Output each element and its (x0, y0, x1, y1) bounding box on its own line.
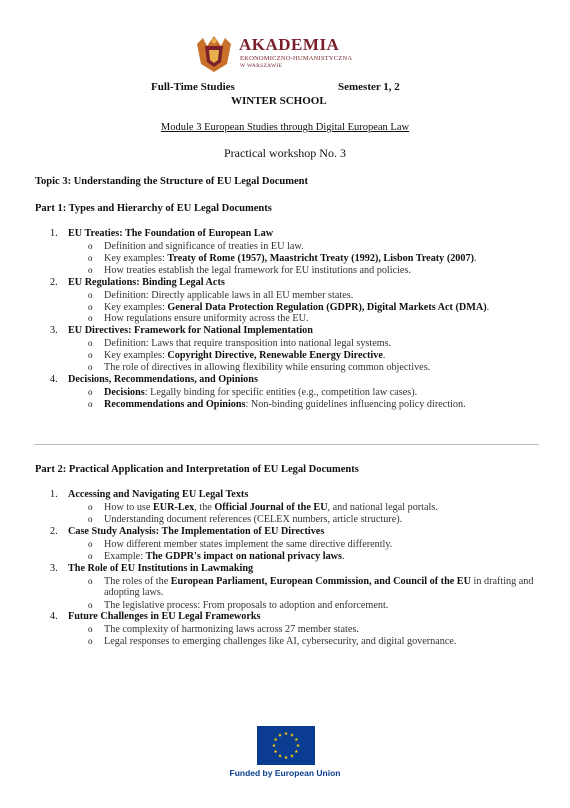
bullet-text (104, 551, 540, 563)
bullet-icon: o (88, 575, 93, 586)
bullet-fragment: . (474, 252, 477, 264)
bullet-emphasis: Treaty of Rome (1957), Maastricht Treaty (1992), Lisbon Treaty (2007) (167, 252, 474, 264)
logo-subtitle: EKONOMICZNO-HUMANISTYCZNA (240, 55, 353, 62)
sub-bullet (0, 302, 570, 314)
sub-bullet (0, 313, 570, 325)
sub-bullet (0, 502, 570, 514)
bullet-fragment: Legal responses to emerging challenges like AI, cybersecurity, and digital governance. (104, 636, 457, 648)
topic-heading: Topic 3: Understanding the Structure of EU Legal Document (35, 176, 309, 187)
bullet-text (104, 253, 540, 265)
bullet-icon: o (88, 624, 93, 635)
list-item-title: Future Challenges in EU Legal Frameworks (68, 611, 261, 623)
list-item (0, 325, 570, 338)
sub-bullet (0, 600, 570, 612)
bullet-text (104, 313, 540, 325)
bullet-text (104, 387, 540, 399)
bullet-text (104, 399, 540, 411)
list-item-title: The Role of EU Institutions in Lawmaking (68, 562, 254, 574)
bullet-text (104, 636, 540, 648)
part2-heading: Part 2: Practical Application and Interpretation of EU Legal Documents (35, 464, 359, 475)
list-item-title: Case Study Analysis: The Implementation of EU Directives (68, 525, 325, 537)
semester: Semester 1, 2 (338, 81, 400, 93)
university-logo (193, 34, 383, 74)
sub-bullet (0, 624, 570, 636)
list-item (0, 563, 570, 576)
bullet-fragment: How treaties establish the legal framework for EU institutions and policies. (104, 264, 411, 276)
list-item (0, 611, 570, 624)
sub-bullet (0, 539, 570, 551)
bullet-icon: o (88, 252, 93, 263)
school-name: WINTER SCHOOL (231, 95, 327, 107)
bullet-emphasis: EUR-Lex (152, 502, 195, 513)
bullet-icon: o (88, 502, 93, 512)
eu-flag-icon (257, 726, 315, 765)
bullet-text (104, 539, 540, 551)
study-mode: Full-Time Studies (151, 81, 235, 93)
bullet-emphasis: The GDPR's impact on national privacy laws (145, 550, 342, 562)
sub-bullet (0, 362, 570, 374)
bullet-fragment: The complexity of harmonizing laws across 27 member states. (104, 624, 359, 636)
list-item (0, 489, 570, 502)
sub-bullet (0, 387, 570, 399)
workshop-title: Practical workshop No. 3 (224, 146, 346, 160)
list-item-number: 4. (50, 374, 58, 386)
bullet-fragment: : Legally binding for specific entities (e.g., competition law cases). (144, 387, 418, 399)
list-item (0, 277, 570, 290)
list-item-title: Decisions, Recommendations, and Opinions (68, 374, 258, 386)
bullet-fragment: Key examples: (104, 350, 168, 362)
bullet-fragment: Definition: Laws that require transposition into national legal systems. (104, 338, 392, 350)
logo-name: AKADEMIA (239, 35, 340, 54)
sub-bullet (0, 338, 570, 350)
module-title: Module 3 European Studies through Digital European Law (160, 122, 410, 133)
bullet-text (104, 502, 540, 514)
bullet-text (104, 624, 540, 636)
list-item (0, 526, 570, 539)
bullet-text (104, 362, 540, 374)
bullet-fragment: Understanding document references (CELEX numbers, article structure). (104, 513, 403, 525)
part1-heading: Part 1: Types and Hierarchy of EU Legal Documents (35, 203, 272, 214)
bullet-fragment: Definition and significance of treaties in EU law. (104, 241, 304, 252)
bullet-text (104, 576, 540, 599)
sub-bullet (0, 265, 570, 277)
bullet-icon: o (88, 398, 93, 409)
bullet-fragment: The legislative process: From proposals to adoption and enforcement. (104, 599, 389, 611)
bullet-icon: o (88, 599, 93, 610)
bullet-text (104, 290, 540, 302)
bullet-emphasis: Official Journal of the EU (214, 502, 328, 513)
bullet-fragment: , the (194, 502, 215, 513)
bullet-emphasis: European Parliament, European Commission, and Council of the EU (170, 575, 471, 587)
bullet-text (104, 265, 540, 277)
list-item-number: 3. (50, 325, 58, 337)
sub-bullet (0, 576, 570, 600)
bullet-fragment: How to use (104, 502, 153, 513)
bullet-fragment: in drafting and adopting laws. (104, 575, 534, 599)
bullet-fragment: Definition: Directly applicable laws in all EU member states. (104, 289, 354, 301)
bullet-icon: o (88, 513, 93, 524)
sub-bullet (0, 514, 570, 526)
bullet-emphasis: Recommendations and Opinions (104, 398, 246, 410)
list-item-title: EU Treaties: The Foundation of European Law (68, 228, 274, 239)
bullet-fragment: , and national legal portals. (327, 502, 438, 513)
bullet-fragment: The roles of the (104, 575, 171, 587)
bullet-fragment: Key examples: (104, 301, 168, 313)
list-item-number: 1. (50, 228, 58, 239)
bullet-icon: o (88, 289, 93, 300)
bullet-fragment: How regulations ensure uniformity across the EU. (104, 313, 309, 325)
bullet-text (104, 514, 540, 526)
list-item-title: EU Directives: Framework for National Implementation (68, 325, 313, 337)
bullet-icon: o (88, 241, 93, 251)
list-item-number: 3. (50, 562, 58, 574)
logo-city: W WARSZAWIE (240, 63, 283, 69)
list-item-number: 4. (50, 611, 58, 623)
bullet-icon: o (88, 362, 93, 373)
bullet-text (104, 338, 540, 350)
list-item-number: 2. (50, 276, 58, 288)
bullet-icon: o (88, 338, 93, 349)
bullet-fragment: : Non-binding guidelines influencing policy direction. (245, 398, 466, 410)
bullet-text (104, 350, 540, 362)
bullet-fragment: Example: (104, 550, 146, 562)
bullet-fragment: . (486, 301, 490, 313)
bullet-text (104, 241, 540, 253)
sub-bullet (0, 551, 570, 563)
bullet-icon: o (88, 264, 93, 275)
bullet-icon: o (88, 538, 93, 549)
bullet-icon: o (88, 301, 93, 312)
bullet-fragment: . (382, 350, 386, 362)
sub-bullet (0, 399, 570, 411)
bullet-emphasis: Copyright Directive, Renewable Energy Directive (167, 350, 383, 362)
bullet-text (104, 600, 540, 612)
section-divider (34, 444, 539, 445)
list-item (0, 374, 570, 387)
list-item-title: Accessing and Navigating EU Legal Texts (68, 489, 249, 500)
bullet-icon: o (88, 313, 93, 324)
bullet-fragment: Key examples: (104, 252, 168, 264)
part1-list (0, 228, 570, 411)
bullet-fragment: How different member states implement the same directive differently. (104, 538, 393, 550)
bullet-emphasis: Decisions (104, 387, 145, 399)
university-crest-icon (193, 34, 235, 74)
bullet-fragment: The role of directives in allowing flexibility while ensuring common objectives. (104, 362, 431, 374)
list-item-number: 2. (50, 525, 58, 537)
bullet-text (104, 302, 540, 314)
sub-bullet (0, 350, 570, 362)
sub-bullet (0, 253, 570, 265)
part2-list (0, 489, 570, 648)
funded-by-eu-label: Funded by European Union (229, 768, 341, 778)
bullet-icon: o (88, 387, 93, 398)
sub-bullet (0, 636, 570, 648)
list-item-title: EU Regulations: Binding Legal Acts (68, 276, 225, 288)
list-item (0, 228, 570, 241)
list-item-number: 1. (50, 489, 58, 500)
bullet-fragment: . (342, 550, 345, 562)
bullet-icon: o (88, 550, 93, 561)
bullet-icon: o (88, 350, 93, 361)
bullet-icon: o (88, 636, 93, 647)
sub-bullet (0, 241, 570, 253)
bullet-emphasis: General Data Protection Regulation (GDPR), Digital Markets Act (DMA) (167, 301, 487, 313)
sub-bullet (0, 290, 570, 302)
